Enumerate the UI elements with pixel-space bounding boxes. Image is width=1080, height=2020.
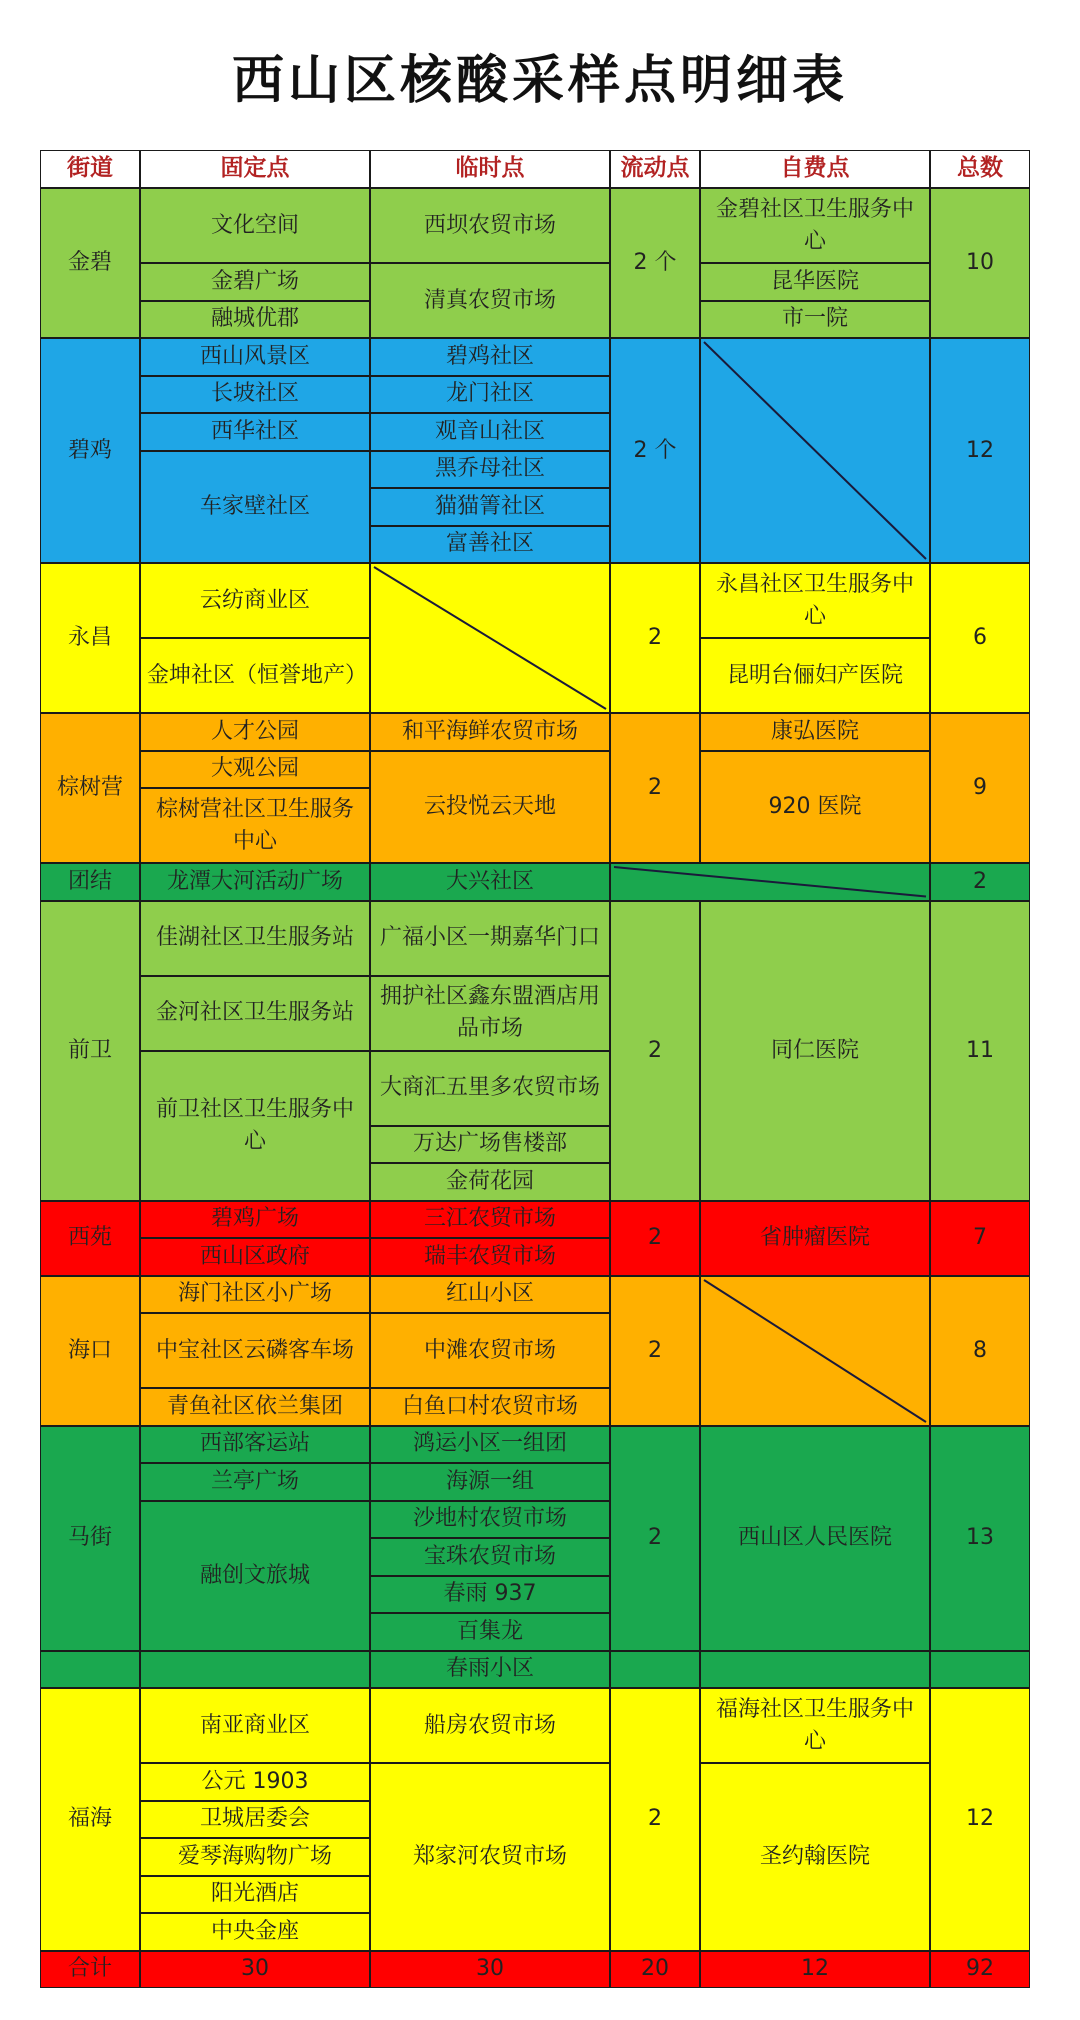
table-cell: 9: [930, 713, 1030, 863]
table-cell: 30: [140, 1951, 370, 1989]
empty-slashed-cell: [370, 563, 610, 713]
table-cell: 西山区政府: [140, 1238, 370, 1276]
sampling-table: [40, 150, 1040, 1980]
table-cell: 金荷花园: [370, 1163, 610, 1201]
table-cell: 西山区人民医院: [700, 1426, 930, 1651]
table-cell: 长坡社区: [140, 376, 370, 414]
table-cell: 金坤社区（恒誉地产）: [140, 638, 370, 713]
table-cell: 公元 1903: [140, 1763, 370, 1801]
table-cell: 2: [610, 1201, 700, 1276]
table-cell: 爱琴海购物广场: [140, 1838, 370, 1876]
table-cell: 文化空间: [140, 188, 370, 263]
table-cell: 海口: [40, 1276, 140, 1426]
table-cell: 佳湖社区卫生服务站: [140, 901, 370, 976]
header-cell: 自费点: [700, 150, 930, 188]
header-cell: 固定点: [140, 150, 370, 188]
table-cell: 云投悦云天地: [370, 751, 610, 864]
table-cell: 2: [610, 1426, 700, 1651]
table-cell: 南亚商业区: [140, 1688, 370, 1763]
table-cell: 海源一组: [370, 1463, 610, 1501]
table-cell: [930, 1651, 1030, 1689]
table-cell: 红山小区: [370, 1276, 610, 1314]
table-cell: 富善社区: [370, 526, 610, 564]
table-cell: 春雨 937: [370, 1576, 610, 1614]
table-cell: 融创文旅城: [140, 1501, 370, 1651]
table-cell: 合计: [40, 1951, 140, 1989]
table-cell: 船房农贸市场: [370, 1688, 610, 1763]
table-cell: 青鱼社区依兰集团: [140, 1388, 370, 1426]
table-cell: [140, 1651, 370, 1689]
table-cell: 2 个: [610, 188, 700, 338]
table-cell: 沙地村农贸市场: [370, 1501, 610, 1539]
table-cell: 同仁医院: [700, 901, 930, 1201]
table-cell: 2: [610, 713, 700, 863]
table-cell: 30: [370, 1951, 610, 1989]
table-cell: 清真农贸市场: [370, 263, 610, 338]
table-cell: 福海社区卫生服务中心: [700, 1688, 930, 1763]
table-cell: 阳光酒店: [140, 1876, 370, 1914]
table-cell: 西坝农贸市场: [370, 188, 610, 263]
table-cell: 省肿瘤医院: [700, 1201, 930, 1276]
empty-slashed-cell: [610, 863, 930, 901]
table-cell: 西华社区: [140, 413, 370, 451]
table-cell: 8: [930, 1276, 1030, 1426]
table-cell: 宝珠农贸市场: [370, 1538, 610, 1576]
header-cell: 街道: [40, 150, 140, 188]
table-cell: 海门社区小广场: [140, 1276, 370, 1314]
table-cell: 昆明台俪妇产医院: [700, 638, 930, 713]
table-cell: 龙潭大河活动广场: [140, 863, 370, 901]
table-cell: 白鱼口村农贸市场: [370, 1388, 610, 1426]
table-cell: 碧鸡社区: [370, 338, 610, 376]
table-cell: 西部客运站: [140, 1426, 370, 1464]
table-cell: 金碧: [40, 188, 140, 338]
table-cell: 7: [930, 1201, 1030, 1276]
table-cell: 观音山社区: [370, 413, 610, 451]
table-cell: 金碧广场: [140, 263, 370, 301]
table-cell: 鸿运小区一组团: [370, 1426, 610, 1464]
table-cell: 12: [700, 1951, 930, 1989]
table-cell: 12: [930, 1688, 1030, 1951]
empty-slashed-cell: [700, 1276, 930, 1426]
page-title: 西山区核酸采样点明细表: [231, 51, 848, 111]
table-cell: 广福小区一期嘉华门口: [370, 901, 610, 976]
table-cell: 融城优郡: [140, 301, 370, 339]
table-cell: 圣约翰医院: [700, 1763, 930, 1951]
table-cell: 云纺商业区: [140, 563, 370, 638]
table-cell: 兰亭广场: [140, 1463, 370, 1501]
table-cell: 碧鸡广场: [140, 1201, 370, 1239]
table-cell: 92: [930, 1951, 1030, 1989]
table-cell: 三江农贸市场: [370, 1201, 610, 1239]
table-cell: 20: [610, 1951, 700, 1989]
table-cell: 拥护社区鑫东盟酒店用品市场: [370, 976, 610, 1051]
table-cell: 中滩农贸市场: [370, 1313, 610, 1388]
table-cell: 2: [610, 901, 700, 1201]
table-cell: 10: [930, 188, 1030, 338]
table-cell: 郑家河农贸市场: [370, 1763, 610, 1951]
table-cell: [40, 1651, 140, 1689]
table-cell: 永昌社区卫生服务中心: [700, 563, 930, 638]
table-cell: 2: [610, 1688, 700, 1951]
table-cell: 大兴社区: [370, 863, 610, 901]
table-cell: 百集龙: [370, 1613, 610, 1651]
table-cell: 康弘医院: [700, 713, 930, 751]
table-cell: 2: [930, 863, 1030, 901]
table-cell: 2 个: [610, 338, 700, 563]
table-cell: 12: [930, 338, 1030, 563]
table-cell: 大观公园: [140, 751, 370, 789]
table-cell: 黑乔母社区: [370, 451, 610, 489]
table-cell: 春雨小区: [370, 1651, 610, 1689]
table-cell: 团结: [40, 863, 140, 901]
header-cell: 流动点: [610, 150, 700, 188]
table-cell: 金碧社区卫生服务中心: [700, 188, 930, 263]
table-cell: 福海: [40, 1688, 140, 1951]
table-cell: 中宝社区云磷客车场: [140, 1313, 370, 1388]
table-cell: 市一院: [700, 301, 930, 339]
table-cell: 金河社区卫生服务站: [140, 976, 370, 1051]
table-cell: [610, 1651, 700, 1689]
table-cell: 前卫: [40, 901, 140, 1201]
table-cell: 13: [930, 1426, 1030, 1651]
table-cell: 碧鸡: [40, 338, 140, 563]
table-cell: 瑞丰农贸市场: [370, 1238, 610, 1276]
header-cell: 总数: [930, 150, 1030, 188]
table-cell: 卫城居委会: [140, 1801, 370, 1839]
table-cell: 万达广场售楼部: [370, 1126, 610, 1164]
empty-slashed-cell: [700, 338, 930, 563]
table-cell: [700, 1651, 930, 1689]
table-cell: 和平海鲜农贸市场: [370, 713, 610, 751]
table-cell: 车家壁社区: [140, 451, 370, 564]
table-cell: 11: [930, 901, 1030, 1201]
table-cell: 前卫社区卫生服务中心: [140, 1051, 370, 1201]
table-cell: 2: [610, 563, 700, 713]
table-cell: 马街: [40, 1426, 140, 1651]
table-cell: 6: [930, 563, 1030, 713]
table-cell: 猫猫箐社区: [370, 488, 610, 526]
table-cell: 昆华医院: [700, 263, 930, 301]
table-cell: 920 医院: [700, 751, 930, 864]
table-cell: 西苑: [40, 1201, 140, 1276]
table-cell: 中央金座: [140, 1913, 370, 1951]
table-cell: 棕树营社区卫生服务中心: [140, 788, 370, 863]
table-cell: 龙门社区: [370, 376, 610, 414]
table-cell: 人才公园: [140, 713, 370, 751]
table-cell: 永昌: [40, 563, 140, 713]
header-cell: 临时点: [370, 150, 610, 188]
table-cell: 棕树营: [40, 713, 140, 863]
table-cell: 大商汇五里多农贸市场: [370, 1051, 610, 1126]
table-cell: 西山风景区: [140, 338, 370, 376]
table-cell: 2: [610, 1276, 700, 1426]
